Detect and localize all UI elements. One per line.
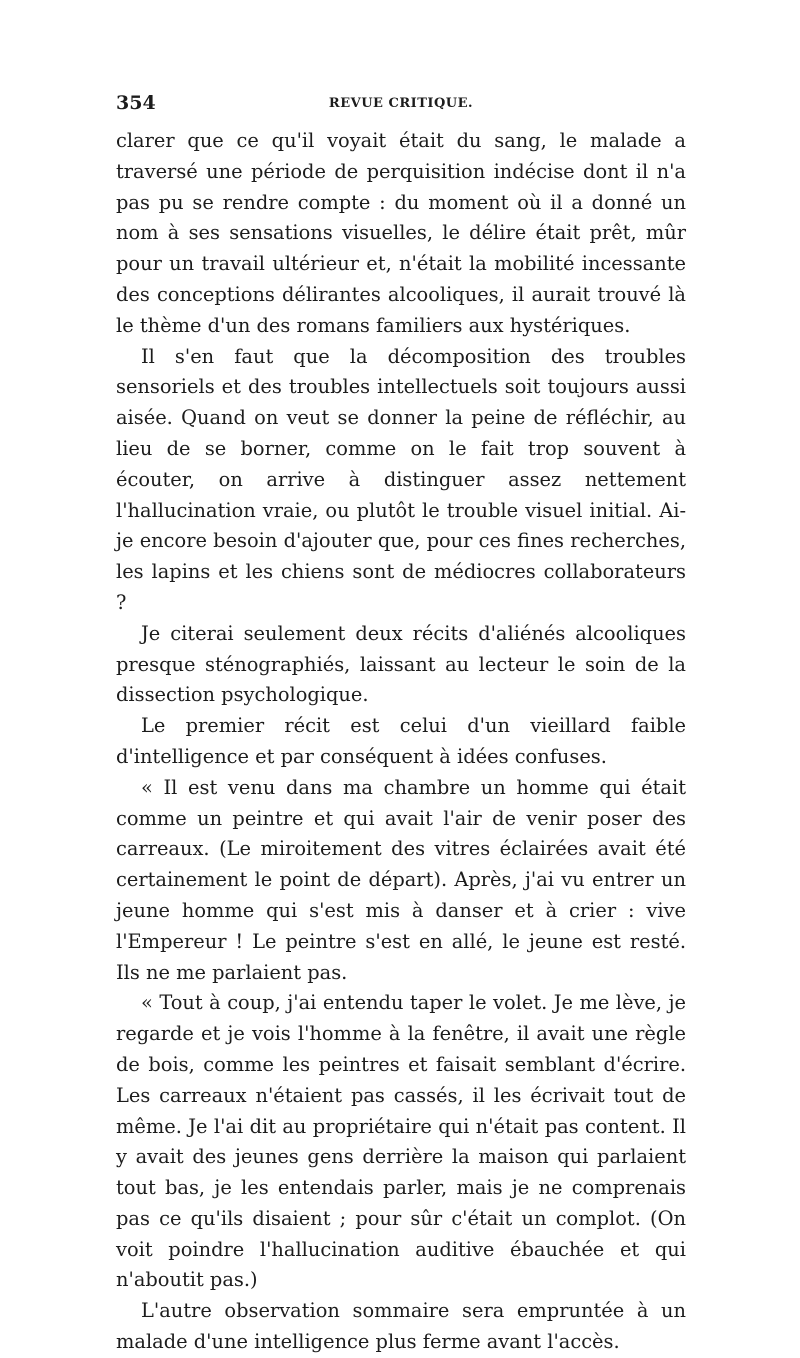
paragraph: clarer que ce qu'il voyait était du sang, le malade a traversé une période de perquisition indécise dont il n'a pas pu se rendre compte : du moment où il a donné un nom à ses sensations visuelles, le délire était prêt, mûr pour un travail ultérieur et, n'était la mobilité incessante des conceptions délirantes alcooliques, il aurait trouvé là le thème d'un des romans familiers aux hystériques. [116, 129, 686, 337]
paragraph: L'autre observation sommaire sera empruntée à un malade d'une intelligence plus ferme avant l'accès. [116, 1299, 686, 1354]
paragraph: Je citerai seulement deux récits d'aliénés alcooliques presque sténographiés, laissant au lecteur le soin de la dissection psychologique. [116, 621, 686, 707]
running-head [116, 92, 686, 122]
quoted-paragraph: « Tout à coup, j'ai entendu taper le volet. Je me lève, je regarde et je vois l'homme à la fenêtre, il avait une règle de bois, comme les peintres et faisait semblant d'écrire. Les carreaux n'étaient pas cassés, il les écrivait tout de même. Je l'ai dit au propriétaire qui n'était pas content. Il y avait des jeunes gens derrière la maison qui parlaient tout bas, je les entendais parler, mais je ne comprenais pas ce qu'ils disaient ; pour sûr c'était un complot. (On voit poindre l'hallucination auditive ébauchée et qui n'aboutit pas.) [116, 991, 686, 1292]
body-text [116, 126, 686, 1358]
paragraph: Le premier récit est celui d'un vieillard faible d'intelligence et par conséquent à idées confuses. [116, 714, 686, 768]
quoted-paragraph: « Il est venu dans ma chambre un homme qui était comme un peintre et qui avait l'air de venir poser des carreaux. (Le miroitement des vitres éclairées avait été certainement le point de départ). Après, j'ai vu entrer un jeune homme qui s'est mis à danser et à crier : vive l'Empereur ! Le peintre s'est en allé, le jeune est resté. Ils ne me parlaient pas. [116, 775, 686, 984]
book-page [116, 92, 686, 1358]
page-number: 354 [116, 92, 156, 114]
paragraph: Il s'en faut que la décomposition des troubles sensoriels et des troubles intellectuels soit toujours aussi aisée. Quand on veut se donner la peine de réfléchir, au lieu de se borner, comme on le fait trop souvent à écouter, on arrive à distinguer assez nettement l'hallucination vraie, ou plutôt le trouble visuel initial. Ai-je encore besoin d'ajouter que, pour ces fines recherches, les lapins et les chiens sont de médiocres collaborateurs ? [116, 344, 686, 614]
running-title: REVUE CRITIQUE. [328, 96, 474, 111]
